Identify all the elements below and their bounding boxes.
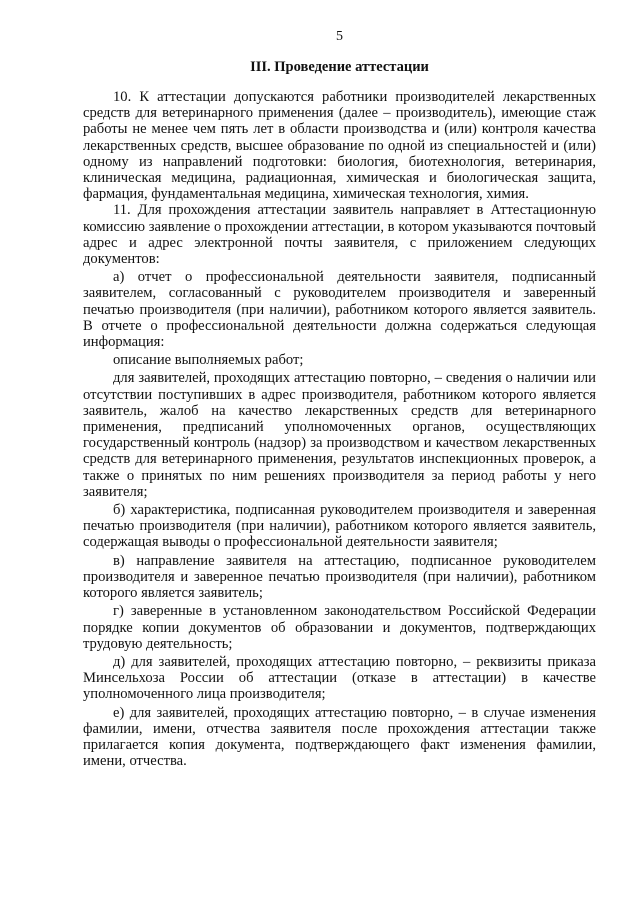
paragraph-11a-activity-report: а) отчет о профессиональной деятельности заявителя, подписанный заявителем, согласованный с руководителем производителя и заверенный печатью производителя (при наличии), работником которого является заявитель. В отчете о профессиональной деятельности должна содержаться следующая информация:: [83, 269, 596, 351]
paragraph-11a-work-description: описание выполняемых работ;: [113, 352, 304, 369]
paragraph-11d-order-details: д) для заявителей, проходящих аттестацию повторно, – реквизиты приказа Минсельхоза России об аттестации (отказе в аттестации) в качестве уполномоченного лица производителя;: [83, 653, 596, 703]
paragraph-11e-name-change: е) для заявителей, проходящих аттестацию повторно, – в случае изменения фамилии, имени, отчества заявителя после прохождения аттестации также прилагается копия документа, подтверждающего факт изменения фамилии, имени, отчества.: [83, 704, 596, 770]
paragraph-11-application: 11. Для прохождения аттестации заявитель направляет в Аттестационную комиссию заявление о прохождении аттестации, в котором указываются почтовый адрес и адрес электронной почты заявителя, с приложением следующих документов:: [83, 202, 596, 268]
paragraph-11a-repeat-applicants-info: для заявителей, проходящих аттестацию повторно, – сведения о наличии или отсутствии поступивших в адрес производителя, работником которого является заявитель, жалоб на качество лекарственных средств для ветеринарного применения, предписаний уполномоченных органов, осуществляющих государственный контроль (надзор) за производством и качеством лекарственных средств для ветеринарного применения, результатов инспекционных проверок, а также о принятых по ним решениях производителя за период работы у него заявителя;: [83, 370, 596, 500]
paragraph-11v-referral: в) направление заявителя на аттестацию, подписанное руководителем производителя и заверенное печатью производителя (при наличии), работником которого является заявитель;: [83, 552, 596, 602]
section-title: III. Проведение аттестации: [250, 59, 429, 75]
paragraph-11g-document-copies: г) заверенные в установленном законодательством Российской Федерации порядке копии документов об образовании и документов, подтверждающих трудовую деятельность;: [83, 603, 596, 652]
paragraph-10-admission-requirements: 10. К аттестации допускаются работники производителей лекарственных средств для ветеринарного применения (далее – производитель), имеющие стаж работы не менее чем пять лет в области производства и (или) контроля качества лекарственных средств, высшее образование по одной из специальностей и (или) одному из направлений подготовки: биология, биотехнология, ветеринария, клиническая медицина, радиационная, химическая и биологическая защита, фармация, фундаментальная медицина, химическая технология, химия.: [83, 89, 596, 203]
page-number: 5: [336, 29, 343, 44]
paragraph-11b-characteristic: б) характеристика, подписанная руководителем производителя и заверенная печатью производителя (при наличии), работником которого является заявитель, содержащая выводы о профессиональной деятельности заявителя;: [83, 502, 596, 551]
